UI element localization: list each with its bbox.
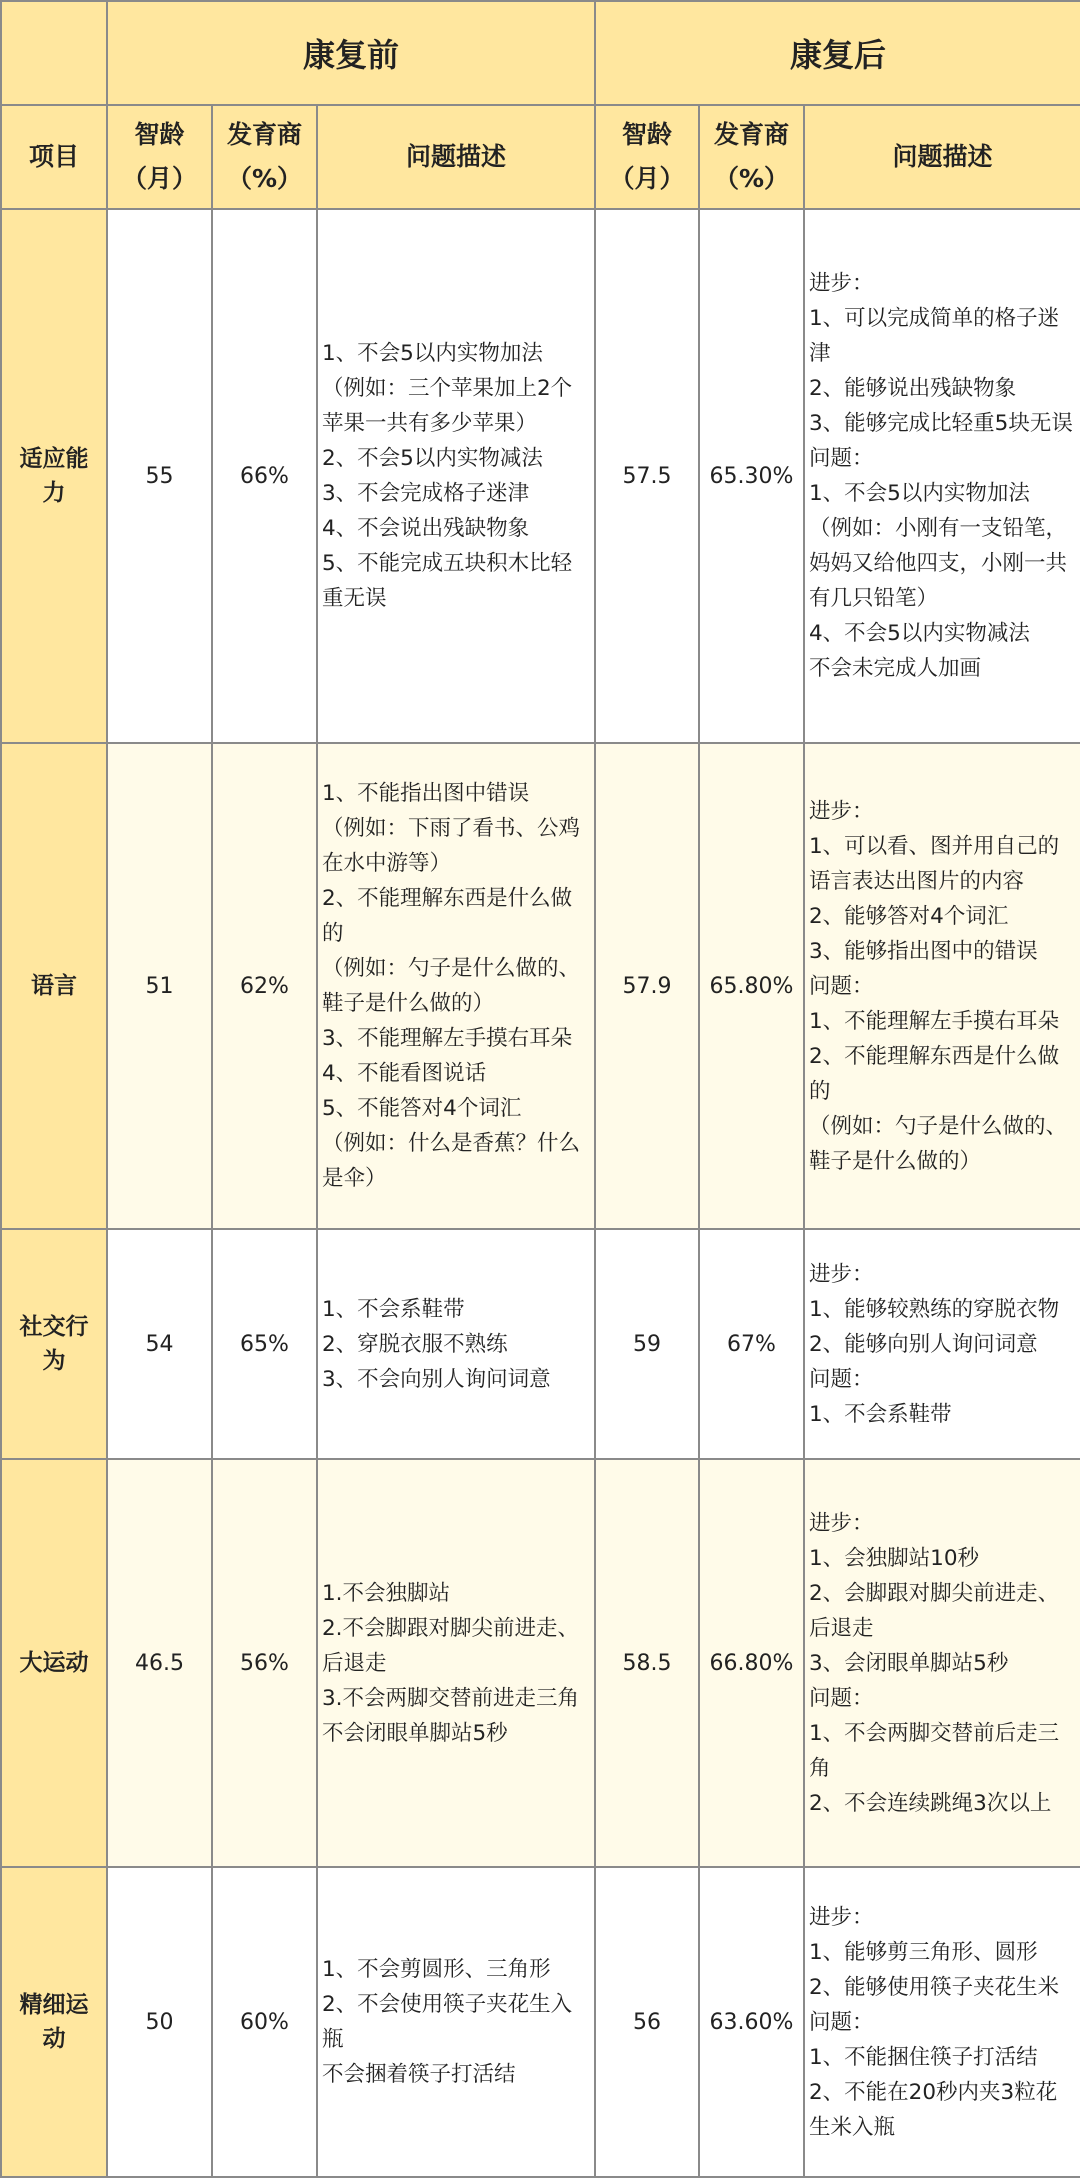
desc-line: 4、不会说出残缺物象 — [322, 516, 530, 541]
before-description — [317, 1867, 595, 2177]
before-mental-age: 51 — [107, 743, 212, 1229]
desc-line: （例如：什么是香蕉？什么是伞） — [322, 1131, 581, 1191]
desc-line: 进步： — [809, 1904, 874, 1930]
header-after: 康复后 — [595, 1, 1080, 105]
after-description — [804, 1867, 1080, 2177]
before-dq: 56% — [212, 1459, 317, 1867]
after-mental-age: 56 — [595, 1867, 699, 2177]
desc-line: 4、不能看图说话 — [322, 1061, 487, 1086]
after-description — [804, 209, 1080, 743]
desc-line: 1、不会系鞋带 — [322, 1296, 465, 1322]
desc-line: （例如：小刚有一支铅笔，妈妈又给他四支，小刚一共有几只铅笔） — [809, 516, 1068, 611]
after-mental-age: 59 — [595, 1229, 699, 1459]
desc-line: 问题： — [809, 2009, 874, 2035]
header-after-dq: 发育商（%） — [699, 105, 804, 209]
header-row-top — [1, 1, 1080, 105]
after-dq: 65.80% — [699, 743, 804, 1229]
row-name: 语言 — [1, 743, 107, 1229]
row-name: 大运动 — [1, 1459, 107, 1867]
desc-line: 进步： — [809, 798, 874, 824]
header-before-problem: 问题描述 — [317, 105, 595, 209]
desc-line: 进步： — [809, 271, 874, 296]
desc-line: 1、不会两脚交替前后走三角 — [809, 1720, 1060, 1781]
after-dq: 67% — [699, 1229, 804, 1459]
table-row — [1, 1459, 1080, 1867]
desc-line: 2、能够使用筷子夹花生米 — [809, 1974, 1060, 2000]
desc-line: 3、能够完成比轻重5块无误 — [809, 411, 1073, 436]
desc-line: 进步： — [809, 1510, 874, 1536]
desc-line: 3.不会两脚交替前进走三角 — [322, 1685, 580, 1711]
desc-line: 3、会闭眼单脚站5秒 — [809, 1650, 1009, 1676]
after-mental-age: 58.5 — [595, 1459, 699, 1867]
table-row — [1, 743, 1080, 1229]
desc-line: 1.不会独脚站 — [322, 1580, 451, 1606]
before-description — [317, 209, 595, 743]
row-name: 精细运动 — [1, 1867, 107, 2177]
after-dq: 66.80% — [699, 1459, 804, 1867]
desc-line: 问题： — [809, 446, 874, 471]
after-dq: 65.30% — [699, 209, 804, 743]
before-dq: 66% — [212, 209, 317, 743]
row-name: 适应能力 — [1, 209, 107, 743]
desc-line: 2、能够向别人询问词意 — [809, 1331, 1038, 1357]
desc-line: 1、能够较熟练的穿脱衣物 — [809, 1296, 1060, 1322]
desc-line: 2、能够说出残缺物象 — [809, 376, 1017, 401]
before-description — [317, 1229, 595, 1459]
desc-line: 4、不会5以内实物减法 — [809, 621, 1030, 646]
desc-line: 问题： — [809, 973, 874, 999]
header-after-mental-age: 智龄（月） — [595, 105, 699, 209]
after-description — [804, 743, 1080, 1229]
desc-line: （例如：勺子是什么做的、鞋子是什么做的） — [322, 956, 581, 1016]
desc-line: 1、不会5以内实物加法 — [809, 481, 1030, 506]
after-description — [804, 1459, 1080, 1867]
table-row — [1, 1229, 1080, 1459]
before-dq: 60% — [212, 1867, 317, 2177]
desc-line: 2、能够答对4个词汇 — [809, 903, 1009, 929]
before-dq: 65% — [212, 1229, 317, 1459]
desc-line: 2.不会脚跟对脚尖前进走、后退走 — [322, 1615, 580, 1676]
after-dq: 63.60% — [699, 1867, 804, 2177]
desc-line: 3、不会向别人询问词意 — [322, 1366, 551, 1392]
desc-line: （例如：三个苹果加上2个苹果一共有多少苹果） — [322, 376, 573, 436]
desc-line: 3、不会完成格子迷津 — [322, 481, 530, 506]
header-after-problem: 问题描述 — [804, 105, 1080, 209]
desc-line: 进步： — [809, 1261, 874, 1287]
header-item: 项目 — [1, 105, 107, 209]
desc-line: 1、不能捆住筷子打活结 — [809, 2044, 1038, 2070]
after-mental-age: 57.9 — [595, 743, 699, 1229]
header-before-mental-age: 智龄（月） — [107, 105, 212, 209]
before-description — [317, 743, 595, 1229]
desc-line: 3、不能理解左手摸右耳朵 — [322, 1026, 573, 1051]
desc-line: 1、会独脚站10秒 — [809, 1545, 980, 1571]
desc-line: 1、可以完成简单的格子迷津 — [809, 306, 1060, 366]
table-row — [1, 1867, 1080, 2177]
desc-line: 2、不能理解东西是什么做的 — [809, 1043, 1060, 1104]
before-dq: 62% — [212, 743, 317, 1229]
desc-line: （例如：下雨了看书、公鸡在水中游等） — [322, 816, 581, 876]
desc-line: 5、不能完成五块积木比轻重无误 — [322, 551, 573, 611]
desc-line: 5、不能答对4个词汇 — [322, 1096, 522, 1121]
before-mental-age: 46.5 — [107, 1459, 212, 1867]
desc-line: 1、可以看、图并用自己的语言表达出图片的内容 — [809, 833, 1060, 894]
header-row-sub — [1, 105, 1080, 209]
desc-line: 问题： — [809, 1685, 874, 1711]
row-name: 社交行为 — [1, 1229, 107, 1459]
desc-line: 1、不会剪圆形、三角形 — [322, 1957, 551, 1982]
desc-line: 1、不会系鞋带 — [809, 1401, 952, 1427]
table-row — [1, 209, 1080, 743]
desc-line: 2、不会5以内实物减法 — [322, 446, 543, 471]
desc-line: 1、不能指出图中错误 — [322, 781, 530, 806]
desc-line: （例如：勺子是什么做的、鞋子是什么做的） — [809, 1113, 1068, 1174]
desc-line: 不会未完成人加画 — [809, 656, 982, 681]
desc-line: 2、穿脱衣服不熟练 — [322, 1331, 508, 1357]
before-mental-age: 55 — [107, 209, 212, 743]
desc-line: 2、不会连续跳绳3次以上 — [809, 1790, 1052, 1816]
header-blank-cell — [1, 1, 107, 105]
header-before-dq: 发育商（%） — [212, 105, 317, 209]
before-mental-age: 54 — [107, 1229, 212, 1459]
desc-line: 2、不能在20秒内夹3粒花生米入瓶 — [809, 2079, 1058, 2140]
desc-line: 不会闭眼单脚站5秒 — [322, 1720, 508, 1746]
after-mental-age: 57.5 — [595, 209, 699, 743]
header-before: 康复前 — [107, 1, 595, 105]
desc-line: 1、不能理解左手摸右耳朵 — [809, 1008, 1060, 1034]
desc-line: 1、不会5以内实物加法 — [322, 341, 543, 366]
desc-line: 2、会脚跟对脚尖前进走、后退走 — [809, 1580, 1060, 1641]
after-description — [804, 1229, 1080, 1459]
desc-line: 2、不能理解东西是什么做的 — [322, 886, 573, 946]
desc-line: 1、能够剪三角形、圆形 — [809, 1939, 1038, 1965]
desc-line: 不会捆着筷子打活结 — [322, 2062, 516, 2087]
before-description — [317, 1459, 595, 1867]
desc-line: 2、不会使用筷子夹花生入瓶 — [322, 1992, 573, 2052]
desc-line: 问题： — [809, 1366, 874, 1392]
before-mental-age: 50 — [107, 1867, 212, 2177]
desc-line: 3、能够指出图中的错误 — [809, 938, 1038, 964]
